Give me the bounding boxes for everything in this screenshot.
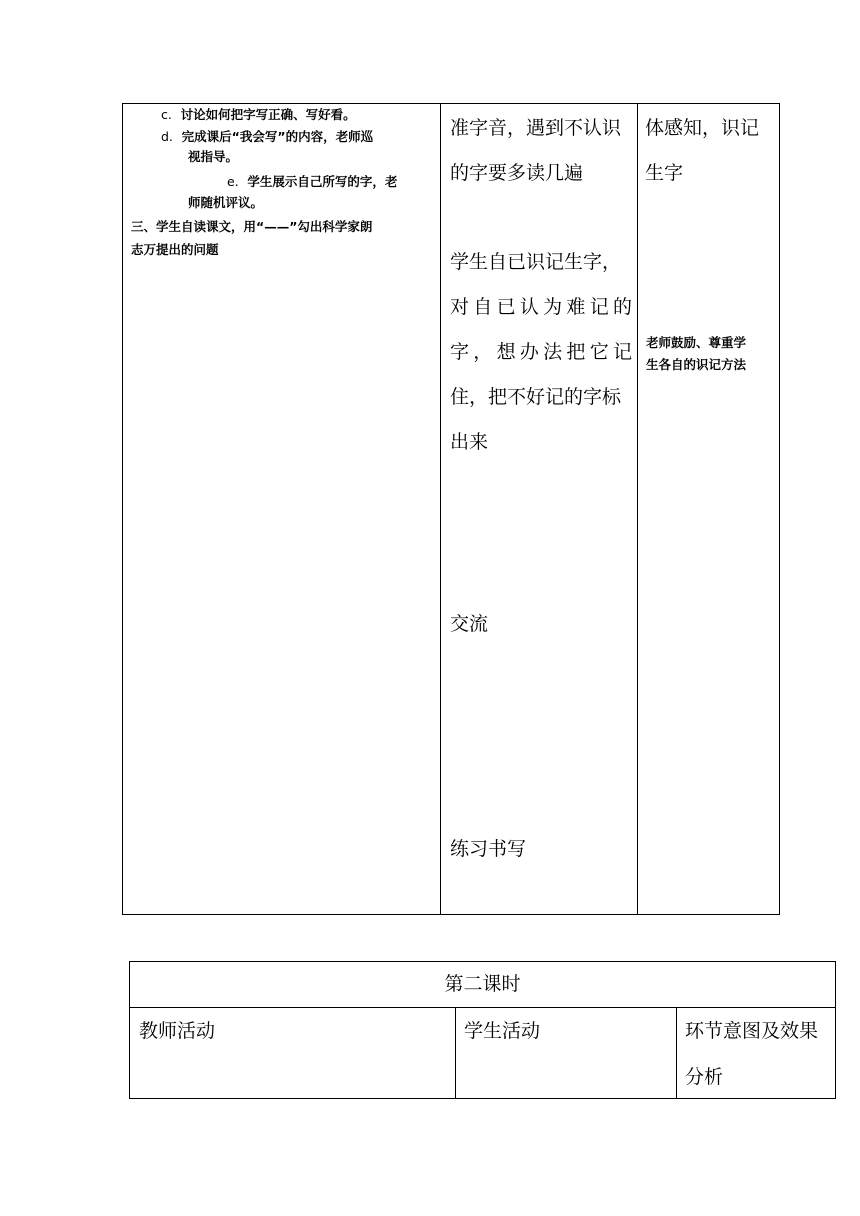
step-text: 师随机评议。 [188,195,264,210]
intent-line: 老师鼓励、尊重学 [646,335,747,350]
step-text: 学生展示自己所写的字，老 [247,174,398,189]
header-intent-analysis [685,1008,835,1100]
teacher-step-d-continued [188,148,238,166]
step-text: 三、学生自读课文，用“——”勾出科学家朗 [131,219,373,234]
column-divider [440,104,441,914]
lesson-title: 第二课时 [444,973,521,995]
lesson-plan-table-continued [122,103,780,915]
student-line: 对自已认为难记的 [450,296,632,318]
second-lesson-table [129,961,836,1099]
student-activity-memorize [450,240,632,465]
teacher-section-three [131,218,372,236]
intent-encourage [646,332,778,376]
student-line: 练习书写 [450,838,527,860]
column-divider [455,1007,456,1098]
teacher-step-d [161,128,373,146]
student-line: 的字要多读几遍 [450,162,584,184]
step-text: 完成课后“我会写”的内容，老师巡 [181,129,374,144]
student-line: 准字音，遇到不认识 [450,117,622,139]
intent-line: 生各自的识记方法 [646,357,747,372]
student-line: 学生自已识记生字， [450,251,622,273]
step-text: 讨论如何把字写正确、写好看。 [180,107,356,122]
list-marker: e. [227,174,239,189]
intent-line: 体感知，识记 [645,117,760,139]
student-activity-exchange [450,602,632,647]
teacher-step-e-continued [188,194,263,212]
column-divider [676,1007,677,1098]
step-text: 视指导。 [188,149,239,164]
column-divider [637,104,638,914]
teacher-step-c [161,106,356,124]
student-line: 出来 [450,431,489,453]
student-activity-writing [450,827,632,872]
list-marker: d. [161,129,173,144]
student-line: 字，想办法把它记 [450,341,632,363]
header-line: 分析 [685,1066,724,1088]
teacher-step-e [227,173,397,191]
header-line: 环节意图及效果 [685,1020,819,1042]
intent-line: 生字 [645,162,684,184]
student-line: 住，把不好记的字标 [450,386,622,408]
list-marker: c. [161,107,172,122]
header-teacher-activity: 教师活动 [139,1020,216,1042]
header-student-activity: 学生活动 [464,1020,541,1042]
teacher-section-three-continued [131,241,219,259]
intent-perceive [645,106,780,196]
student-activity-read [450,106,632,196]
student-line: 交流 [450,613,489,635]
step-text: 志万提出的问题 [131,242,219,257]
